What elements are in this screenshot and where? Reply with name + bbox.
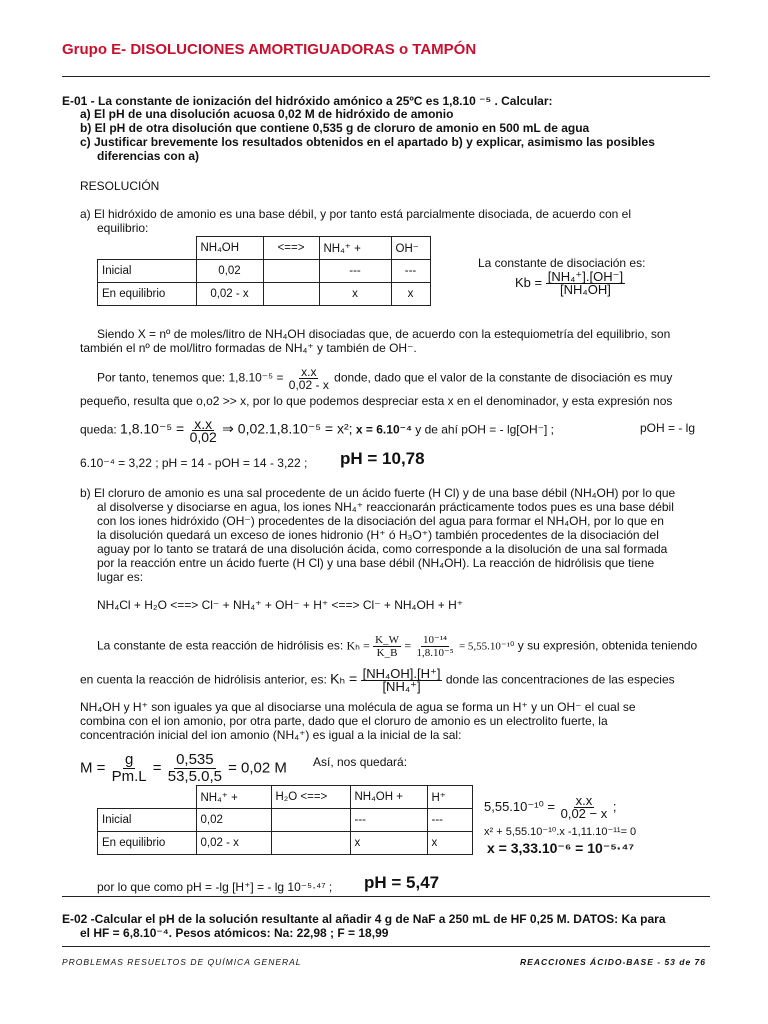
hydrolysis-reaction: NH₄Cl + H₂O <==> Cl⁻ + NH₄⁺ + OH⁻ + H⁺ <==> Cl⁻ + NH₄OH + H⁺ — [97, 598, 464, 612]
resolution-heading: RESOLUCIÓN — [80, 179, 160, 193]
queda-denominator: 0,02 — [189, 429, 217, 445]
kb-numerator: [NH₄⁺].[OH⁻] — [547, 269, 624, 284]
nh-line-3: concentración inicial del ion amonio (NH₄⁺) es igual a la inicial de la sal: — [80, 728, 462, 742]
table-b-cell: 0,02 - x — [196, 832, 271, 855]
table-a-header-cell: OH⁻ — [391, 237, 430, 260]
quadratic-equation: x² + 5,55.10⁻¹⁰.x -1,11.10⁻¹¹= 0 — [484, 826, 637, 838]
molarity-numerator-1: g — [124, 751, 134, 768]
molarity-denominator-1: Pm.L — [111, 768, 147, 785]
footer-divider — [62, 946, 710, 947]
part-b-line-5: aguay por lo tanto se tratará de una disolución ácida, como corresponde a la disolución de una sal formada — [97, 542, 668, 556]
table-b-row-label: Inicial — [98, 809, 197, 832]
table-b-row-label: En equilibrio — [98, 832, 197, 855]
e01-item-c1: c) Justificar brevemente los resultados obtenidos en el apartado b) y explicar, asimismo las posibles — [80, 135, 655, 149]
table-a-row-label: En equilibrio — [98, 283, 197, 306]
equation-b-denominator: 0,02 − x — [560, 806, 608, 821]
section-divider — [62, 896, 710, 897]
nh-line-1: NH₄OH y H⁺ son iguales ya que al disociarse una molécula de agua se forma un H⁺ y un OH⁻ el cual se — [80, 700, 636, 714]
table-b-header-cell: NH₄⁺ + — [196, 786, 271, 809]
molarity-numerator-2: 0,535 — [176, 751, 214, 768]
portanto-lhs: 1,8.10⁻⁵ = — [228, 370, 284, 385]
part-b-line-1: b) El cloruro de amonio es una sal procedente de un ácido fuerte (H Cl) y de una base débil (NH₄OH) por lo que — [80, 486, 676, 500]
kh-fraction-1 — [373, 634, 401, 659]
siendo-line-1: Siendo X = nº de moles/litro de NH₄OH disociadas que, de acuerdo con la estequiometría del equilibrio, son — [97, 327, 671, 341]
cuenta-prefix: en cuenta la reacción de hidrólisis anterior, es: — [80, 672, 327, 687]
part-b-line-3: con los iones hidróxido (OH⁻) procedentes de la disociación del agua para formar el NH₄OH, por lo que en — [97, 514, 664, 528]
result-line-a: 6.10⁻⁴ = 3,22 ; pH = 14 - pOH = 14 - 3,22 ; — [80, 456, 308, 470]
kh-prefix: La constante de esta reacción de hidrólisis es: — [97, 638, 344, 653]
equation-b-numerator: x.x — [575, 793, 593, 808]
molarity-expression: M = $\frac{g}{Pm.L}$ = $\frac{0,535}{53,5.0,5}$ = 0,02 M — [80, 751, 287, 785]
table-b-cell: x — [350, 832, 427, 855]
table-a-cell: --- — [319, 260, 391, 283]
final-line-b: por lo que como pH = -lg [H⁺] = - lg 10⁻⁵·⁴⁷ ; — [97, 880, 333, 894]
portanto-numerator: x.x — [301, 365, 317, 379]
equation-b — [484, 795, 616, 820]
table-a-cell: --- — [391, 260, 430, 283]
table-b-cell — [271, 809, 350, 832]
footer-left: PROBLEMAS RESUELTOS DE QUÍMICA GENERAL — [62, 957, 302, 967]
kh-denominator-2: 1,8.10⁻⁵ — [416, 647, 454, 659]
result-ph-b: pH = 5,47 — [364, 873, 440, 892]
cuenta-denominator: [NH₄⁺] — [382, 679, 421, 694]
kb-lhs: Kb = — [515, 274, 543, 290]
cuenta-numerator: [NH₄OH].[H⁺] — [362, 666, 441, 681]
part-b-line-6: por la reacción entre un ácido fuerte (H Cl) y una base débil (NH₄OH). La reacción de hidrólisis que tiene — [97, 556, 655, 570]
cuenta-fraction — [361, 668, 443, 693]
table-a-header-cell: <==> — [263, 237, 319, 260]
table-b-cell: 0,02 — [196, 809, 271, 832]
queda-numerator: x.x — [194, 416, 213, 432]
kb-label: La constante de disociación es: — [478, 256, 646, 270]
portanto-suffix: donde, dado que el valor de la constante de disociación es muy — [334, 370, 673, 385]
table-b-cell — [271, 832, 350, 855]
cuenta-lhs: Kₕ = — [330, 670, 358, 687]
page-title: Grupo E- DISOLUCIONES AMORTIGUADORAS o TAMPÓN — [62, 41, 477, 58]
nh-line-2: combina con el ion amonio, por otra parte, dado que el cloruro de amonio es un electrolito fuerte, la — [80, 714, 608, 728]
queda-suffix: y de ahí pOH = - lg[OH⁻] ; — [415, 422, 554, 437]
cuenta-suffix: donde las concentraciones de las especies — [445, 672, 675, 687]
table-b-cell: --- — [350, 809, 427, 832]
equation-b-semicolon: ; — [612, 798, 617, 814]
kh-denominator-1: K_B — [376, 647, 398, 659]
e01-item-a: a) El pH de una disolución acuosa 0,02 M de hidróxido de amonio — [80, 107, 454, 121]
molarity-lhs: M = — [80, 759, 106, 777]
equation-b-fraction — [559, 795, 610, 820]
molarity-fraction-1 — [110, 752, 149, 785]
table-b-header-cell: NH₄OH + — [350, 786, 427, 809]
queda-rhs: ⇒ 0,02.1,8.10⁻⁵ = x²; — [222, 420, 353, 437]
kh-line: La constante de esta reacción de hidrólisis es: Kₕ = $\frac{K\_W}{K\_B}$ = $\frac{\text{10⁻¹⁴}}{\text{1,8.10⁻⁵}}$ = 5,55.10⁻¹⁰ y su expresión, obtenida teniendo — [97, 634, 698, 659]
portanto-line — [97, 366, 672, 391]
portanto-denominator: 0,02 - x — [288, 378, 329, 392]
table-a-cell: x — [319, 283, 391, 306]
table-a-header-cell: NH₄OH — [196, 237, 263, 260]
table-b-cell: --- — [427, 809, 472, 832]
e02-line-1: E-02 -Calcular el pH de la solución resultante al añadir 4 g de NaF a 250 mL de HF 0,25 M. DATOS: Ka para — [62, 912, 666, 926]
header-divider — [62, 76, 710, 77]
cuenta-line — [80, 668, 675, 693]
kh-numerator-2: 10⁻¹⁴ — [423, 634, 447, 646]
table-a-row-label: Inicial — [98, 260, 197, 283]
molarity-rhs: = 0,02 M — [228, 759, 287, 777]
poh-expression: pOH = - lg — [640, 421, 696, 435]
table-a-cell — [263, 260, 319, 283]
pequeno-line: pequeño, resulta que o,o2 >> x, por lo que podemos despreciar esta x en el denominador, y esta expresión nos — [80, 394, 673, 408]
molarity-fraction-2 — [166, 752, 224, 785]
portanto-fraction — [287, 366, 331, 391]
kb-fraction — [546, 271, 625, 296]
part-b-line-4: la disolución quedará un exceso de iones hidronio (H⁺ ó H₃O⁺) también procedentes de la disociación del — [97, 528, 659, 542]
e01-item-b: b) El pH de otra disolución que contiene 0,535 g de cloruro de amonio en 500 mL de agua — [80, 121, 590, 135]
table-a-cell — [263, 283, 319, 306]
queda-prefix: queda: — [80, 422, 117, 437]
table-a-cell: x — [391, 283, 430, 306]
part-a-text-1: a) El hidróxido de amonio es una base débil, y por tanto está parcialmente disociada, de acuerdo con el — [80, 207, 632, 221]
portanto-prefix: Por tanto, tenemos que: — [97, 370, 226, 385]
kh-rhs: = 5,55.10⁻¹⁰ — [458, 640, 515, 653]
result-ph-a: pH = 10,78 — [340, 449, 425, 468]
equilibrium-table-a — [97, 236, 431, 306]
kb-denominator: [NH₄OH] — [560, 282, 611, 297]
queda-lhs: 1,8.10⁻⁵ = — [120, 420, 185, 437]
table-a-header-cell: NH₄⁺ + — [319, 237, 391, 260]
table-a-cell: 0,02 - x — [196, 283, 263, 306]
table-b-cell: x — [427, 832, 472, 855]
kh-lhs: Kₕ = — [346, 638, 370, 653]
queda-x-value: x = 6.10⁻⁴ — [355, 422, 412, 437]
part-b-line-2: al disolverse y disociarse en agua, los iones NH₄⁺ reaccionarán prácticamente todos pues es una base débil — [97, 500, 674, 514]
part-a-text-2: equilibrio: — [97, 221, 149, 235]
kh-suffix: y su expresión, obtenida teniendo — [517, 638, 698, 653]
footer-right: REACCIONES ÁCIDO-BASE - 53 de 76 — [520, 957, 706, 967]
kb-expression — [515, 271, 625, 296]
e01-statement: E-01 - La constante de ionización del hidróxido amónico a 25ºC es 1,8.10 ⁻⁵ . Calcular: — [62, 94, 553, 108]
molarity-denominator-2: 53,5.0,5 — [167, 768, 222, 785]
table-b-header-cell: H⁺ — [427, 786, 472, 809]
asi-text: Así, nos quedará: — [313, 755, 408, 769]
e02-line-2: el HF = 6,8.10⁻⁴. Pesos atómicos: Na: 22,98 ; F = 18,99 — [80, 926, 389, 940]
e01-item-c2: diferencias con a) — [97, 149, 200, 163]
equilibrium-table-b — [97, 785, 473, 855]
siendo-line-2: también el nº de mol/litro formadas de NH₄⁺ y también de OH⁻. — [80, 341, 417, 355]
queda-line — [80, 418, 554, 443]
kh-numerator-1: K_W — [375, 634, 399, 646]
x-result-b: x = 3,33.10⁻⁶ = 10⁻⁵·⁴⁷ — [487, 840, 635, 856]
equation-b-lhs: 5,55.10⁻¹⁰ = — [484, 798, 555, 814]
queda-fraction — [188, 418, 219, 443]
part-b-line-7: lugar es: — [97, 570, 144, 584]
table-b-header-cell: H₂O <==> — [271, 786, 350, 809]
table-a-cell: 0,02 — [196, 260, 263, 283]
kh-fraction-2 — [414, 634, 455, 659]
